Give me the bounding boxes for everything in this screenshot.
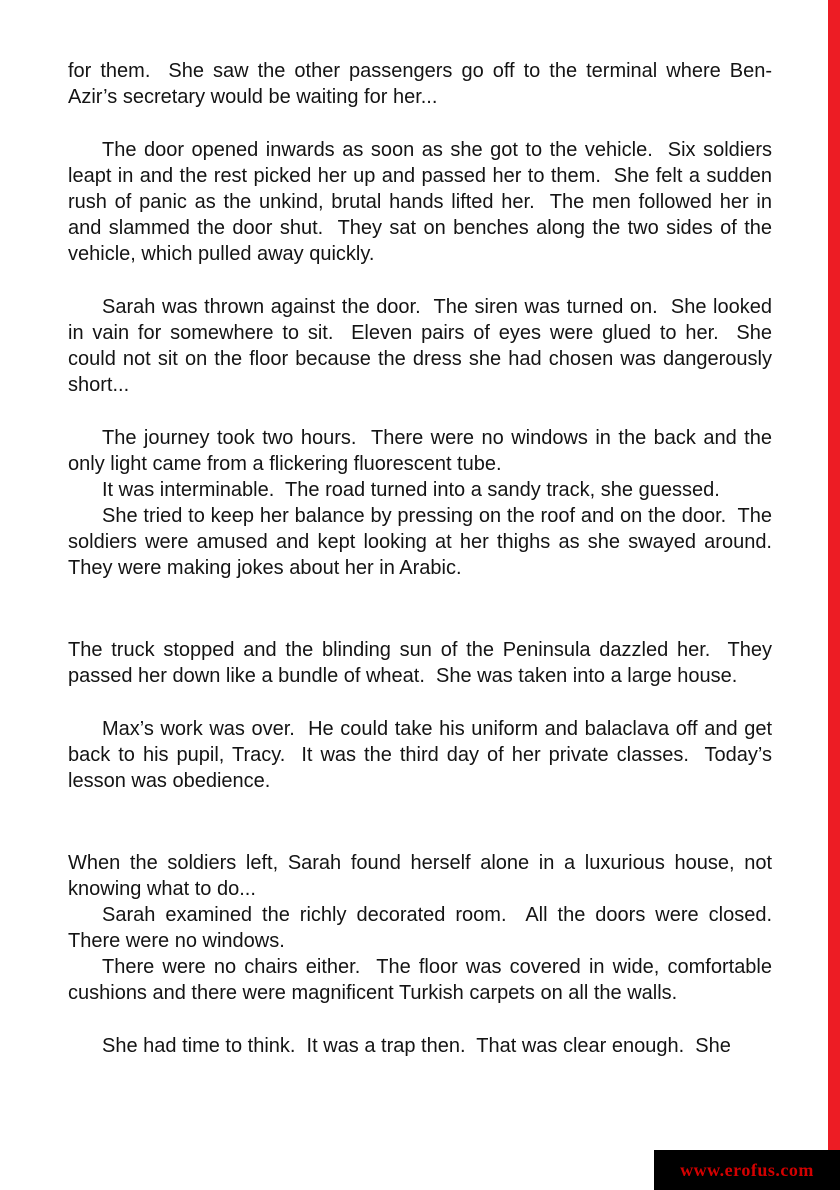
paragraph: It was interminable. The road turned into a sandy track, she guessed. <box>102 479 720 501</box>
paragraph: The truck stopped and the blinding sun of the Peninsula dazzled her. They passed her down like a bundle of wheat. She was taken into a large house. <box>68 639 778 687</box>
watermark-text: www.erofus.com <box>680 1159 814 1180</box>
paragraph: When the soldiers left, Sarah found herself alone in a luxurious house, not knowing what to do... <box>68 852 778 900</box>
paragraph: There were no chairs either. The floor was covered in wide, comfortable cushions and there were magnificent Turkish carpets on all the walls. <box>68 956 778 1004</box>
paragraph: The door opened inwards as soon as she got to the vehicle. Six soldiers leapt in and the rest picked her up and passed her to them. She felt a sudden rush of panic as the unkind, brutal hands lifted her. The men followed her in and slammed the door shut. They sat on benches along the two sides of the vehicle, which pulled away quickly. <box>68 139 778 265</box>
text-column <box>68 58 784 1059</box>
paragraph: Sarah examined the richly decorated room. All the doors were closed. There were no windows. <box>68 904 784 952</box>
paragraph: Sarah was thrown against the door. The siren was turned on. She looked in vain for somewhere to sit. Eleven pairs of eyes were glued to her. She could not sit on the floor because the dress she had chosen was dangerously short... <box>68 296 778 396</box>
paragraph: Max’s work was over. He could take his uniform and balaclava off and get back to his pupil, Tracy. It was the third day of her private classes. Today’s lesson was obedience. <box>68 718 778 792</box>
paragraph: She tried to keep her balance by pressing on the roof and on the door. The soldiers were amused and kept looking at her thighs as she swayed around. They were making jokes about her in Arabic. <box>68 505 784 579</box>
paragraph: She had time to think. It was a trap then. That was clear enough. She <box>102 1035 731 1057</box>
paragraph: The journey took two hours. There were no windows in the back and the only light came from a flickering fluorescent tube. <box>68 427 778 475</box>
paragraph: for them. She saw the other passengers go off to the terminal where Ben-Azir’s secretary would be waiting for her... <box>68 60 772 108</box>
red-edge-bar <box>828 0 840 1190</box>
watermark <box>654 1150 840 1190</box>
